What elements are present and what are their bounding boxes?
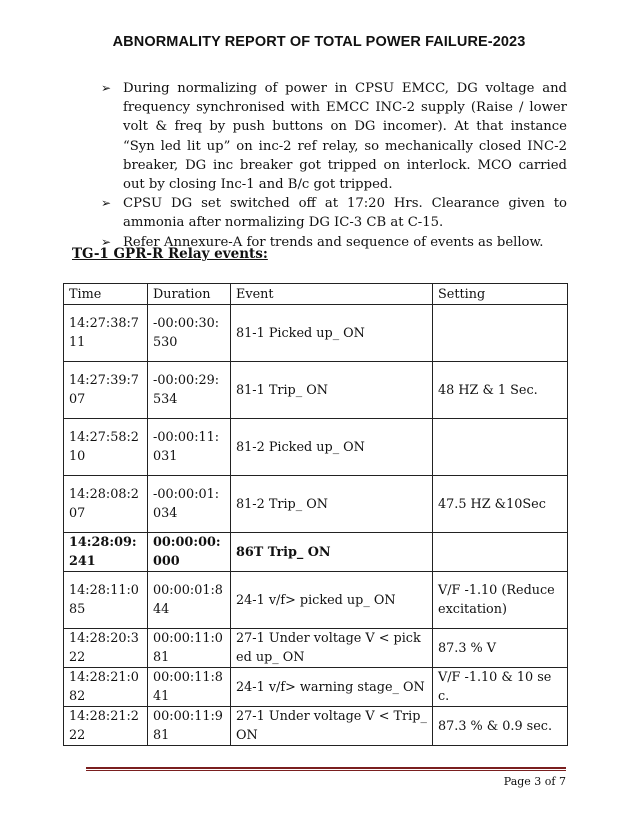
setting-cell: V/F -1.10 (Reduce excitation): [433, 572, 568, 629]
event-cell: 81-2 Picked up_ ON: [231, 419, 433, 476]
bullet-text: Refer Annexure-A for trends and sequence of events as bellow.: [123, 234, 544, 250]
bullet-item: [101, 194, 567, 232]
event-cell: 24-1 v/f> warning stage_ ON: [231, 668, 433, 707]
table-row: [64, 572, 568, 629]
duration-cell: -00:00:29:534: [148, 362, 231, 419]
table-row: [64, 668, 568, 707]
duration-cell: 00:00:11:841: [148, 668, 231, 707]
time-cell: 14:28:20:322: [64, 629, 148, 668]
footer-divider: [86, 770, 566, 771]
table-row: [64, 419, 568, 476]
time-cell: 14:28:21:082: [64, 668, 148, 707]
footer-divider: [86, 767, 566, 769]
column-header-setting: Setting: [433, 284, 568, 305]
table-row: [64, 476, 568, 533]
report-title: ABNORMALITY REPORT OF TOTAL POWER FAILURE-2023: [112, 34, 526, 50]
arrow-bullet-icon: ➢: [101, 196, 112, 211]
event-cell: 81-1 Picked up_ ON: [231, 305, 433, 362]
setting-cell: [433, 305, 568, 362]
table-row: [64, 707, 568, 746]
duration-cell: -00:00:11:031: [148, 419, 231, 476]
table-row: [64, 362, 568, 419]
duration-cell: 00:00:11:081: [148, 629, 231, 668]
duration-cell: -00:00:30:530: [148, 305, 231, 362]
bullet-list: [101, 79, 567, 252]
time-cell: 14:27:58:210: [64, 419, 148, 476]
table-header-row: [64, 284, 568, 305]
event-cell: 27-1 Under voltage V < Trip_ ON: [231, 707, 433, 746]
setting-cell: V/F -1.10 & 10 sec.: [433, 668, 568, 707]
page-number: Page 3 of 7: [503, 775, 566, 788]
table-row: [64, 305, 568, 362]
event-cell: 81-2 Trip_ ON: [231, 476, 433, 533]
bullet-text: CPSU DG set switched off at 17:20 Hrs. Clearance given to ammonia after normalizing DG IC-3 CB at C-15.: [123, 196, 567, 231]
time-cell: 14:28:09:241: [64, 533, 148, 572]
bullet-item: [101, 79, 567, 194]
arrow-bullet-icon: ➢: [101, 81, 112, 95]
duration-cell: 00:00:01:844: [148, 572, 231, 629]
time-cell: 14:27:38:711: [64, 305, 148, 362]
arrow-bullet-icon: ➢: [101, 234, 112, 249]
time-cell: 14:28:08:207: [64, 476, 148, 533]
event-cell: 81-1 Trip_ ON: [231, 362, 433, 419]
setting-cell: 47.5 HZ &10Sec: [433, 476, 568, 533]
column-header-time: Time: [64, 284, 148, 305]
relay-events-table: [63, 283, 568, 746]
section-title: TG-1 GPR-R Relay events:: [72, 246, 268, 262]
setting-cell: 48 HZ & 1 Sec.: [433, 362, 568, 419]
setting-cell: 87.3 % V: [433, 629, 568, 668]
column-header-event: Event: [231, 284, 433, 305]
event-cell: 24-1 v/f> picked up_ ON: [231, 572, 433, 629]
setting-cell: [433, 419, 568, 476]
bullet-text: During normalizing of power in CPSU EMCC, DG voltage and frequency synchronised with EMCC INC-2 supply (Raise / lower volt & freq by push buttons on DG incomer). At that instance “Syn led lit up” on inc-2 ref relay, so mechanically closed INC-2 breaker, DG inc breaker got tripped on interlock. MCO carried out by closing Inc-1 and B/c got tripped.: [123, 81, 567, 193]
duration-cell: 00:00:00:000: [148, 533, 231, 572]
time-cell: 14:27:39:707: [64, 362, 148, 419]
table-row: [64, 533, 568, 572]
event-cell: 27-1 Under voltage V < picked up_ ON: [231, 629, 433, 668]
time-cell: 14:28:21:222: [64, 707, 148, 746]
time-cell: 14:28:11:085: [64, 572, 148, 629]
duration-cell: 00:00:11:981: [148, 707, 231, 746]
setting-cell: [433, 533, 568, 572]
event-cell: 86T Trip_ ON: [231, 533, 433, 572]
column-header-duration: Duration: [148, 284, 231, 305]
duration-cell: -00:00:01:034: [148, 476, 231, 533]
setting-cell: 87.3 % & 0.9 sec.: [433, 707, 568, 746]
table-row: [64, 629, 568, 668]
